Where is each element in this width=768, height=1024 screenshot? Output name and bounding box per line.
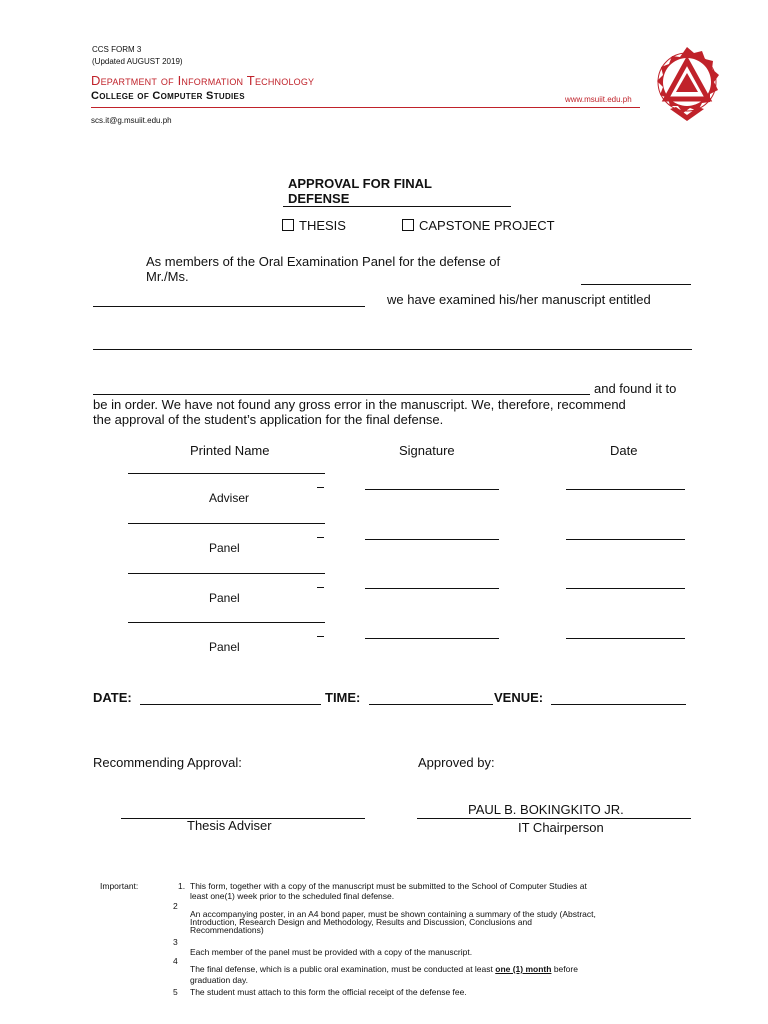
student-name-field-b[interactable]	[93, 306, 365, 307]
signature-field[interactable]	[365, 489, 499, 490]
printed-name-field[interactable]	[128, 573, 325, 574]
note-number: 5	[173, 987, 178, 997]
para-manuscript: we have examined his/her manuscript entitled	[387, 292, 651, 307]
note-4-emphasis: one (1) month	[495, 964, 552, 974]
note-2-line3: Recommendations)	[190, 925, 264, 935]
role-label: Panel	[209, 541, 240, 555]
website-link[interactable]: www.msuiit.edu.ph	[565, 95, 632, 104]
important-label: Important:	[100, 881, 139, 891]
date-field[interactable]	[566, 539, 685, 540]
student-name-field-a[interactable]	[581, 284, 691, 285]
printed-name-field[interactable]	[128, 473, 325, 474]
note-number: 4	[173, 956, 178, 966]
note-1-line1: This form, together with a copy of the manuscript must be submitted to the School of Computer Studies at	[190, 881, 587, 891]
capstone-label: CAPSTONE PROJECT	[419, 218, 555, 233]
date-field[interactable]	[566, 638, 685, 639]
recommending-approval-label: Recommending Approval:	[93, 755, 242, 770]
dash-mark	[317, 487, 324, 488]
header-signature: Signature	[399, 443, 455, 458]
signature-field[interactable]	[365, 588, 499, 589]
note-number: 3	[173, 937, 178, 947]
date-field[interactable]	[566, 489, 685, 490]
note-number: 1.	[178, 881, 186, 891]
dash-mark	[317, 537, 324, 538]
printed-name-field[interactable]	[128, 622, 325, 623]
signature-field[interactable]	[365, 638, 499, 639]
capstone-checkbox[interactable]	[402, 219, 414, 231]
note-1-line2: least one(1) week prior to the scheduled final defense.	[190, 891, 395, 901]
thesis-option[interactable]	[282, 218, 346, 233]
dash-mark	[317, 587, 324, 588]
email-link[interactable]: scs.it@g.msuiit.edu.ph	[91, 116, 172, 125]
note-3-line1: Each member of the panel must be provided with a copy of the manuscript.	[190, 947, 473, 957]
thesis-checkbox[interactable]	[282, 219, 294, 231]
header-date: Date	[610, 443, 638, 458]
date-label: DATE:	[93, 690, 132, 705]
role-label: Adviser	[209, 491, 250, 505]
note-4-text-a: The final defense, which is a public oral examination, must be conducted at least	[190, 964, 493, 974]
role-label: Panel	[209, 640, 240, 654]
thesis-label: THESIS	[299, 218, 346, 233]
header-printed-name: Printed Name	[190, 443, 270, 458]
college-name: College of Computer Studies	[91, 90, 245, 102]
title-underline	[283, 206, 511, 207]
header-divider	[91, 107, 640, 108]
venue-input[interactable]	[551, 704, 686, 705]
form-code: CCS FORM 3	[92, 45, 142, 54]
approved-by-label: Approved by:	[418, 755, 495, 770]
note-4-line1	[190, 964, 578, 974]
signature-field[interactable]	[365, 539, 499, 540]
para-line2: Mr./Ms.	[146, 269, 189, 284]
form-title-line1: APPROVAL FOR FINAL	[288, 176, 432, 191]
form-title-line2: DEFENSE	[288, 191, 350, 206]
para-found: and found it to	[594, 381, 677, 396]
note-4-text-b: before	[553, 964, 578, 974]
date-field[interactable]	[566, 588, 685, 589]
manuscript-title-field-a[interactable]	[93, 349, 692, 350]
department-name: Department of Information Technology	[91, 73, 315, 88]
date-input[interactable]	[140, 704, 321, 705]
thesis-adviser-title: Thesis Adviser	[187, 818, 272, 833]
chairperson-signature-line[interactable]	[417, 818, 691, 819]
note-2-line1: An accompanying poster, in an A4 bond paper, must be shown containing a summary of the study (Abstract,	[190, 909, 596, 919]
note-5-line1: The student must attach to this form the official receipt of the defense fee.	[190, 987, 467, 997]
venue-label: VENUE:	[494, 690, 544, 705]
time-input[interactable]	[369, 704, 493, 705]
para-line1: As members of the Oral Examination Panel for the defense of	[146, 254, 501, 269]
form-updated: (Updated AUGUST 2019)	[92, 57, 183, 66]
msu-iit-seal-icon	[650, 45, 724, 123]
chairperson-title: IT Chairperson	[518, 820, 604, 835]
manuscript-title-field-b[interactable]	[93, 394, 590, 395]
note-4-line2: graduation day.	[190, 975, 248, 985]
printed-name-field[interactable]	[128, 523, 325, 524]
capstone-option[interactable]	[402, 218, 555, 233]
time-label: TIME:	[325, 690, 361, 705]
para-line5: be in order. We have not found any gross error in the manuscript. We, therefore, recommend	[93, 397, 626, 412]
para-line6: the approval of the student’s application for the final defense.	[93, 412, 444, 427]
role-label: Panel	[209, 591, 240, 605]
note-number: 2	[173, 901, 178, 911]
note-2-line2: Introduction, Research Design and Methodology, Results and Discussion, Conclusions and	[190, 917, 532, 927]
dash-mark	[317, 636, 324, 637]
chairperson-name: PAUL B. BOKINGKITO JR.	[468, 802, 624, 817]
